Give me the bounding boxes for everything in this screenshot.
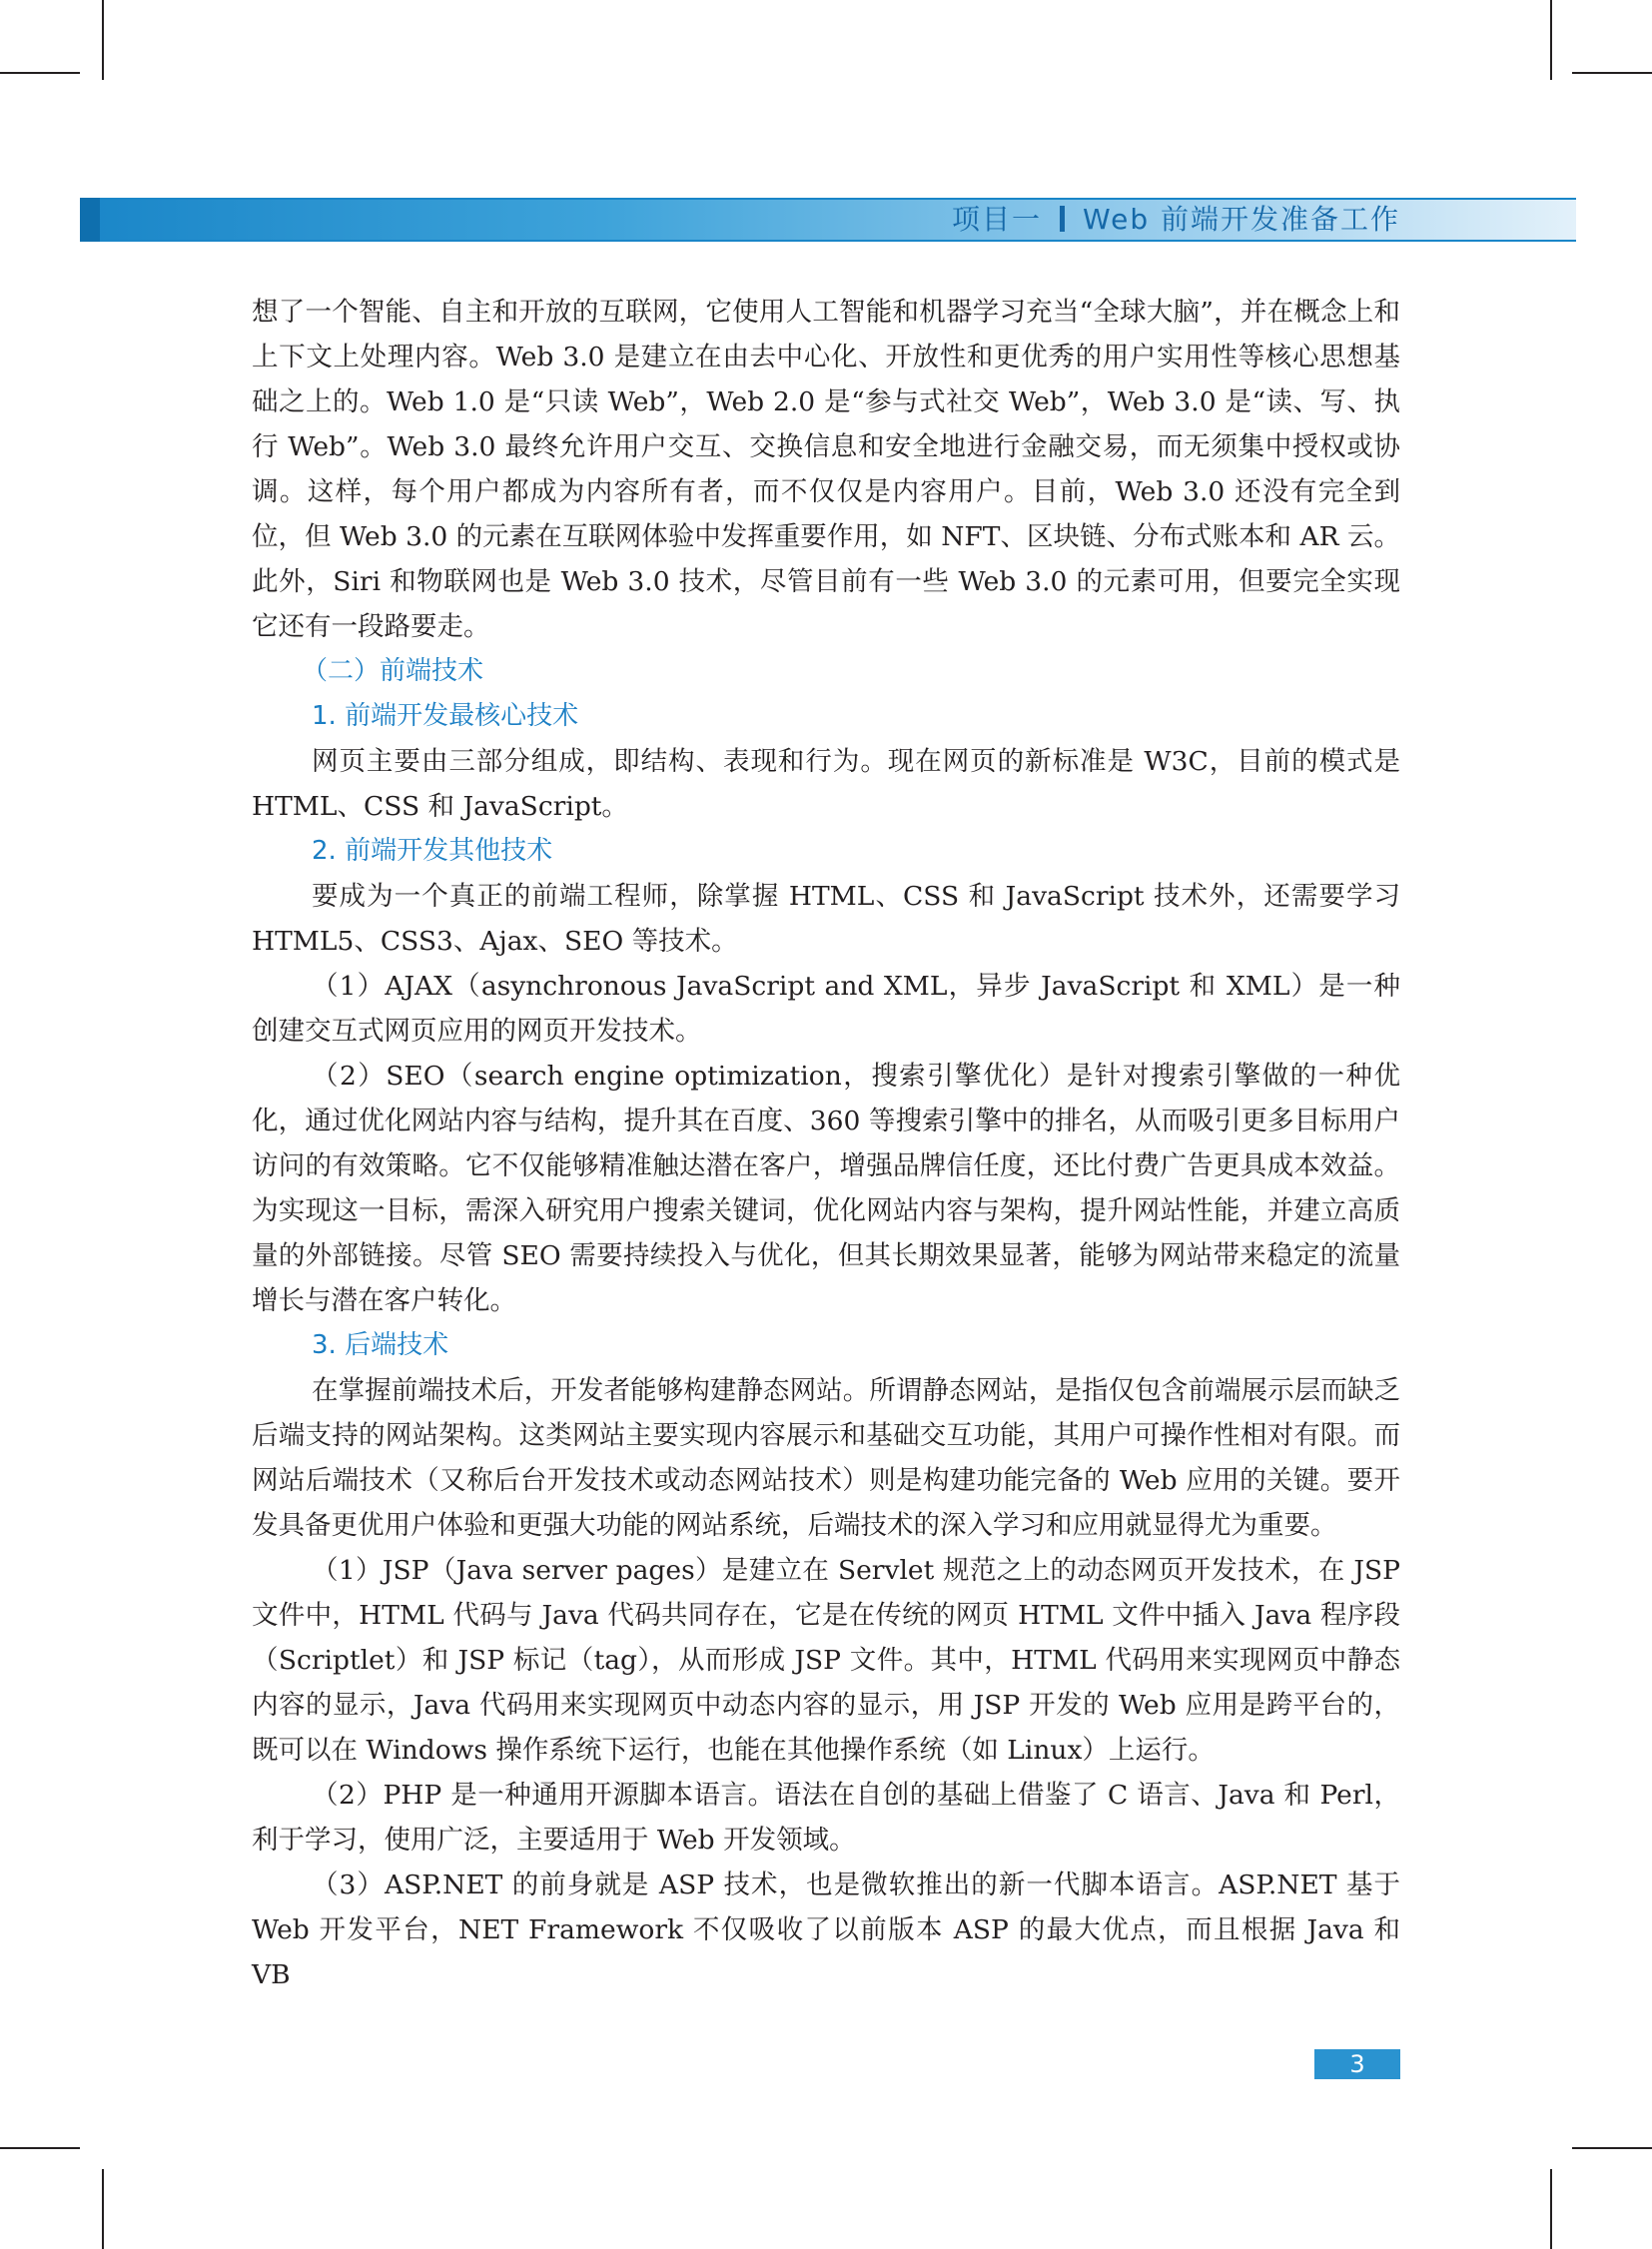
page-body	[252, 290, 1400, 1997]
section-heading: （二）前端技术	[302, 656, 484, 686]
paragraph: 想了一个智能、自主和开放的互联网，它使用人工智能和机器学习充当“全球大脑”，并在概念上和上下文上处理内容。Web 3.0 是建立在由去中心化、开放性和更优秀的用户实用性等核心思想基础之上的。Web 1.0 是“只读 Web”，Web 2.0 是“参与式社交 Web”，Web 3.0 是“读、写、执行 Web”。Web 3.0 最终允许用户交互、交换信息和安全地进行金融交易，而无须集中授权或协调。这样，每个用户都成为内容所有者，而不仅仅是内容用户。目前，Web 3.0 还没有完全到位，但 Web 3.0 的元素在互联网体验中发挥重要作用，如 NFT、区块链、分布式账本和 AR 云。此外，Siri 和物联网也是 Web 3.0 技术，尽管目前有一些 Web 3.0 的元素可用，但要完全实现它还有一段路要走。	[252, 297, 1400, 642]
crop-mark	[1572, 2147, 1652, 2149]
subsection-heading: 2. 前端开发其他技术	[312, 836, 553, 866]
subsection-heading: 3. 后端技术	[312, 1330, 449, 1360]
header-project: 项目一	[952, 203, 1043, 236]
crop-mark	[0, 2147, 80, 2149]
paragraph: （1）AJAX（asynchronous JavaScript and XML，异步 JavaScript 和 XML）是一种创建交互式网页应用的网页开发技术。	[252, 971, 1400, 1047]
header-separator	[1060, 206, 1065, 232]
header-title: Web 前端开发准备工作	[1083, 203, 1400, 236]
paragraph: 网页主要由三部分组成，即结构、表现和行为。现在网页的新标准是 W3C，目前的模式是 HTML、CSS 和 JavaScript。	[252, 746, 1400, 822]
crop-mark	[102, 2169, 104, 2249]
crop-mark	[1550, 0, 1552, 80]
paragraph: （1）JSP（Java server pages）是建立在 Servlet 规范之上的动态网页开发技术，在 JSP 文件中，HTML 代码与 Java 代码共同存在，它是在传统的网页 HTML 文件中插入 Java 程序段（Scriptlet）和 JSP 标记（tag），从而形成 JSP 文件。其中，HTML 代码用来实现网页中静态内容的显示，Java 代码用来实现网页中动态内容的显示，用 JSP 开发的 Web 应用是跨平台的，既可以在 Windows 操作系统下运行，也能在其他操作系统（如 Linux）上运行。	[252, 1555, 1400, 1766]
crop-mark	[0, 72, 80, 74]
subsection-heading: 1. 前端开发最核心技术	[312, 701, 579, 731]
paragraph: 在掌握前端技术后，开发者能够构建静态网站。所谓静态网站，是指仅包含前端展示层而缺乏后端支持的网站架构。这类网站主要实现内容展示和基础交互功能，其用户可操作性相对有限。而网站后端技术（又称后台开发技术或动态网站技术）则是构建功能完备的 Web 应用的关键。要开发具备更优用户体验和更强大功能的网站系统，后端技术的深入学习和应用就显得尤为重要。	[252, 1375, 1400, 1541]
crop-mark	[1572, 72, 1652, 74]
header-bottom-rule	[80, 240, 1576, 242]
header-left-block	[80, 198, 100, 242]
running-header	[952, 202, 1400, 238]
crop-mark	[102, 0, 104, 80]
crop-mark	[1550, 2169, 1552, 2249]
page-number: 3	[1314, 2049, 1400, 2079]
paragraph: （2）SEO（search engine optimization，搜索引擎优化）是针对搜索引擎做的一种优化，通过优化网站内容与结构，提升其在百度、360 等搜索引擎中的排名，从而吸引更多目标用户访问的有效策略。它不仅能够精准触达潜在客户，增强品牌信任度，还比付费广告更具成本效益。为实现这一目标，需深入研究用户搜索关键词，优化网站内容与架构，提升网站性能，并建立高质量的外部链接。尽管 SEO 需要持续投入与优化，但其长期效果显著，能够为网站带来稳定的流量增长与潜在客户转化。	[252, 1061, 1400, 1316]
header-top-rule	[80, 198, 1576, 200]
paragraph: （2）PHP 是一种通用开源脚本语言。语法在自创的基础上借鉴了 C 语言、Java 和 Perl，利于学习，使用广泛，主要适用于 Web 开发领域。	[252, 1780, 1400, 1856]
paragraph: 要成为一个真正的前端工程师，除掌握 HTML、CSS 和 JavaScript 技术外，还需要学习 HTML5、CSS3、Ajax、SEO 等技术。	[252, 881, 1400, 957]
paragraph: （3）ASP.NET 的前身就是 ASP 技术，也是微软推出的新一代脚本语言。ASP.NET 基于 Web 开发平台，NET Framework 不仅吸收了以前版本 ASP 的最大优点，而且根据 Java 和 VB	[252, 1870, 1400, 1990]
